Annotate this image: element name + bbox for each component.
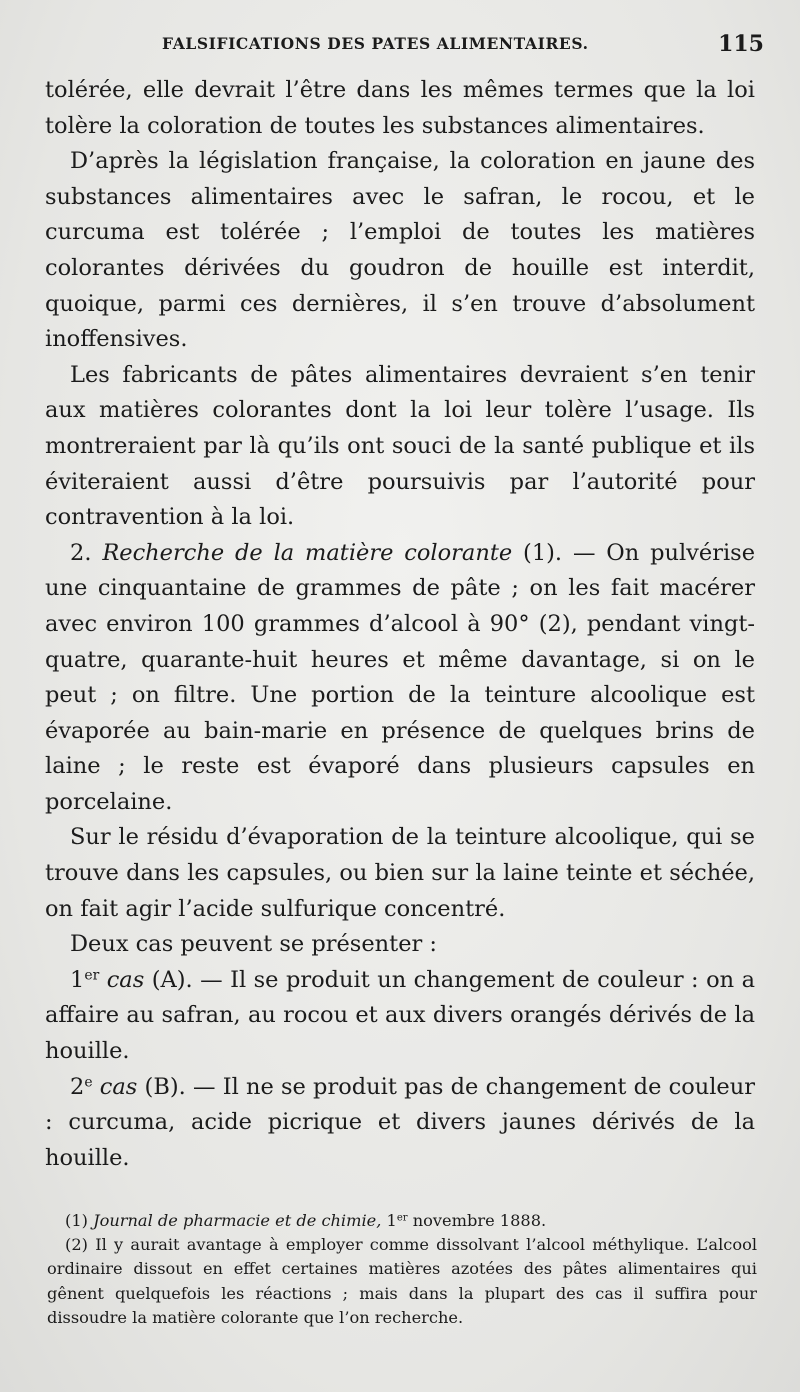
footnote-text: Il y aurait avantage à employer comme dissolvant l’alcool méthylique. L’alcool ordinaire dissout en effet certaines matières azotées des pâtes alimentaires qui gênent quelquefois les réactions ; mais dans la plupart des cas il suffira pour dissoudre la matière colorante que l’on recherche. xyxy=(47,1235,757,1327)
paragraph-deux-cas: Deux cas peuvent se présenter : xyxy=(70,931,438,958)
footnote-1 xyxy=(47,1209,757,1233)
paragraph-legislation: D’après la législation française, la coloration en jaune des substances alimentaires avec le safran, le rocou, et le curcuma est tolérée ; l’emploi de toutes les matières colorantes dérivées du goudron de houille est interdit, quoique, parmi ces dernières, il s’en trouve d’absolument inoffensives. xyxy=(45,148,755,353)
footnote-2 xyxy=(47,1233,757,1330)
footnote-ref: (1). xyxy=(523,539,563,566)
case-word: cas xyxy=(99,1073,138,1100)
section-title: Recherche de la matière colorante xyxy=(102,539,513,566)
page-header xyxy=(162,31,764,64)
paragraph-recherche-text: — On pulvérise une cinquantaine de grammes de pâte ; on les fait macérer avec environ 100 grammes d’alcool à 90° (2), pendant vingt-quatre, quarante-huit heures et même davantage, si on le peut ; on filtre. Une portion de la teinture alcoolique est évaporée au bain-marie en présence de quelques brins de laine ; le reste est évaporé dans plusieurs capsules en porcelaine. xyxy=(45,539,756,815)
footnote-marker: (2) xyxy=(65,1235,88,1255)
footnote-date-ordinal: er xyxy=(396,1212,408,1224)
case-label: (A). xyxy=(151,966,193,993)
footnotes xyxy=(47,1209,757,1330)
case-text: — Il ne se produit pas de changement de couleur : curcuma, acide picrique et divers jaunes dérivés de la houille. xyxy=(45,1073,755,1171)
paragraph-continuation: tolérée, elle devrait l’être dans les mêmes termes que la loi tolère la coloration de toutes les substances alimentaires. xyxy=(45,77,755,139)
paragraph-fabricants: Les fabricants de pâtes alimentaires devraient s’en tenir aux matières colorantes dont la loi leur tolère l’usage. Ils montreraient par là qu’ils ont souci de la santé publique et ils éviteraient aussi d’être poursuivis par l’autorité pour contravention à la loi. xyxy=(45,361,755,531)
running-head: FALSIFICATIONS DES PATES ALIMENTAIRES. xyxy=(162,34,589,53)
footnote-date: novembre 1888. xyxy=(412,1211,547,1230)
case-label: (B). xyxy=(144,1073,186,1100)
footnote-date-num: 1 xyxy=(386,1211,397,1230)
paragraph-residu: Sur le résidu d’évaporation de la teinture alcoolique, qui se trouve dans les capsules, ou bien sur la laine teinte et séchée, on fait agir l’acide sulfurique concentré. xyxy=(45,824,755,922)
case-text: — Il se produit un changement de couleur : on a affaire au safran, au rocou et aux divers orangés dérivés de la houille. xyxy=(45,966,755,1065)
case-ordinal: er xyxy=(84,967,100,984)
section-number: 2. xyxy=(70,539,92,566)
journal-title: Journal de pharmacie et de chimie, xyxy=(93,1211,382,1230)
case-number: 1 xyxy=(70,966,85,993)
case-word: cas xyxy=(106,966,145,993)
case-ordinal: e xyxy=(84,1073,93,1090)
paragraph-case-a xyxy=(45,963,755,1070)
footnote-marker: (1) xyxy=(65,1211,88,1230)
paragraph-recherche xyxy=(45,536,755,821)
case-number: 2 xyxy=(70,1073,85,1100)
body-text xyxy=(45,73,755,1176)
page-number: 115 xyxy=(718,31,764,57)
paragraph-case-b xyxy=(45,1070,755,1177)
